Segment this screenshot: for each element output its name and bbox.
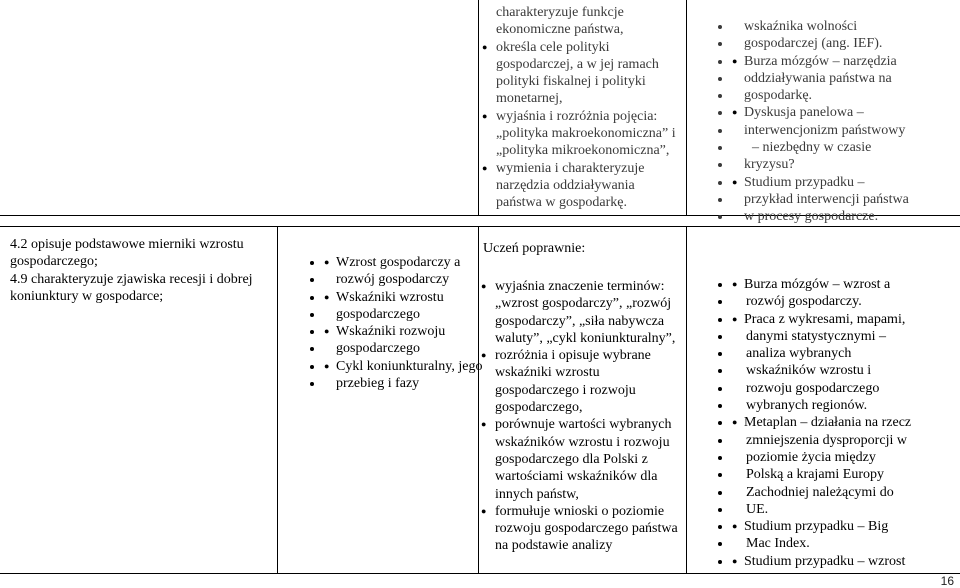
requirement-line: gospodarczego;	[10, 254, 98, 270]
requirements-cell	[10, 236, 275, 305]
list-item: • przykład interwencji państwa	[732, 191, 960, 208]
list-item: • oddziaływania państwa na	[732, 70, 960, 87]
list-item: charakteryzuje funkcje	[496, 5, 624, 20]
list-item: • wskaźnika wolności	[732, 18, 960, 35]
list-item: • danymi statystycznymi –	[732, 328, 960, 345]
list-item: • w procesy gospodarcze.	[732, 208, 960, 225]
list-item: ● • Metaplan – działania na rzecz	[732, 414, 960, 431]
list-item: ● • Studium przypadku –	[732, 174, 960, 191]
table-border-v	[277, 226, 278, 573]
list-item: • kryzysu?	[732, 156, 960, 173]
table-border-v	[686, 0, 687, 215]
list-item: gospodarczej, a w jej ramach	[496, 56, 659, 72]
outcomes-heading: Uczeń poprawnie:	[483, 241, 586, 256]
list-item: na podstawie analizy	[495, 538, 613, 554]
list-item: waluty”, „cykl koniunkturalny”,	[495, 330, 676, 346]
list-item: ● porównuje wartości wybranych	[477, 416, 685, 433]
list-item: • Polską a krajami Europy	[732, 466, 960, 483]
list-item: • UE.	[732, 501, 960, 518]
list-item: gospodarczy”, „siła nabywcza	[495, 313, 665, 329]
list-item: ● • Cykl koniunkturalny, jego	[324, 358, 516, 375]
list-item: • zmniejszenia dysproporcji w	[732, 432, 960, 449]
list-item: ● • Praca z wykresami, mapami,	[732, 311, 960, 328]
list-item: • rozwoju gospodarczego	[732, 380, 960, 397]
list-item: „polityka makroekonomiczna” i	[496, 126, 676, 142]
list-item: • wybranych regionów.	[732, 397, 960, 414]
list-item: ● • Studium przypadku – Big	[732, 518, 960, 535]
requirement-line: koniunktury w gospodarce;	[10, 288, 164, 304]
list-item: „polityka mikroekonomiczna”,	[496, 143, 670, 159]
requirement-line: 4.9 charakteryzuje zjawiska recesji i dobrej	[10, 271, 253, 287]
list-item: • gospodarczego	[324, 306, 516, 323]
list-item: • gospodarczego	[324, 340, 516, 357]
list-item: ● formułuje wnioski o poziomie	[477, 503, 685, 520]
list-item: wartościami wskaźników dla	[495, 469, 658, 485]
list-item: ● • Wskaźniki rozwoju	[324, 323, 516, 340]
list-item: • Mac Index.	[732, 535, 960, 552]
top-methods-list	[692, 18, 960, 226]
list-item: monetarnej,	[496, 91, 563, 107]
page-number: 16	[940, 574, 954, 588]
list-item: • gospodarczej (ang. IEF).	[732, 35, 960, 52]
list-item: ● • Wskaźniki wzrostu	[324, 289, 516, 306]
list-item: ● wymienia i charakteryzuje	[478, 160, 683, 177]
list-item: ● • Studium przypadku – wzrost	[732, 553, 960, 570]
list-item: ● rozróżnia i opisuje wybrane	[477, 347, 685, 364]
list-item: • interwencjonizm państwowy	[732, 122, 960, 139]
list-item: „wzrost gospodarczy”, „rozwój	[495, 296, 672, 312]
list-item: ● wyjaśnia znaczenie terminów:	[477, 278, 685, 295]
list-item: polityki fiskalnej i polityki	[496, 74, 646, 90]
table-border-h	[0, 226, 960, 227]
list-item: rozwoju gospodarczego państwa	[495, 521, 678, 537]
list-item: gospodarczego i rozwoju	[495, 382, 636, 398]
list-item: • wskaźników wzrostu i	[732, 362, 960, 379]
list-item: ● określa cele polityki	[478, 39, 683, 56]
list-item: • – niezbędny w czasie	[732, 139, 960, 156]
list-item: • rozwój gospodarczy	[324, 271, 516, 288]
list-item: • poziomie życia między	[732, 449, 960, 466]
list-item: • gospodarkę.	[732, 87, 960, 104]
top-outcomes-list	[478, 4, 683, 212]
list-item: innych państw,	[495, 486, 579, 502]
list-item: ● • Wzrost gospodarczy a	[324, 254, 516, 271]
list-item: ● wyjaśnia i rozróżnia pojęcia:	[478, 108, 683, 125]
list-item: • rozwój gospodarczy.	[732, 293, 960, 310]
list-item: narzędzia oddziaływania	[496, 177, 635, 193]
requirement-line: 4.2 opisuje podstawowe mierniki wzrostu	[10, 237, 244, 252]
list-item: ekonomiczne państwa,	[496, 22, 624, 38]
list-item: • analiza wybranych	[732, 345, 960, 362]
table-border-h	[0, 573, 960, 574]
outcomes-list	[477, 278, 685, 555]
table-border-v	[686, 226, 687, 573]
list-item: ● • Burza mózgów – wzrost a	[732, 276, 960, 293]
list-item: • przebieg i fazy	[324, 375, 516, 392]
list-item: gospodarczego,	[495, 400, 583, 416]
list-item: ● • Dyskusja panelowa –	[732, 104, 960, 121]
list-item: • Zachodniej należącymi do	[732, 484, 960, 501]
list-item: państwa w gospodarkę.	[496, 195, 628, 211]
list-item: ● • Burza mózgów – narzędzia	[732, 53, 960, 70]
list-item: gospodarczego dla Polski z	[495, 451, 648, 467]
methods-list	[692, 276, 960, 570]
list-item: wskaźniki wzrostu	[495, 365, 600, 381]
list-item: wskaźników wzrostu i rozwoju	[495, 434, 670, 450]
